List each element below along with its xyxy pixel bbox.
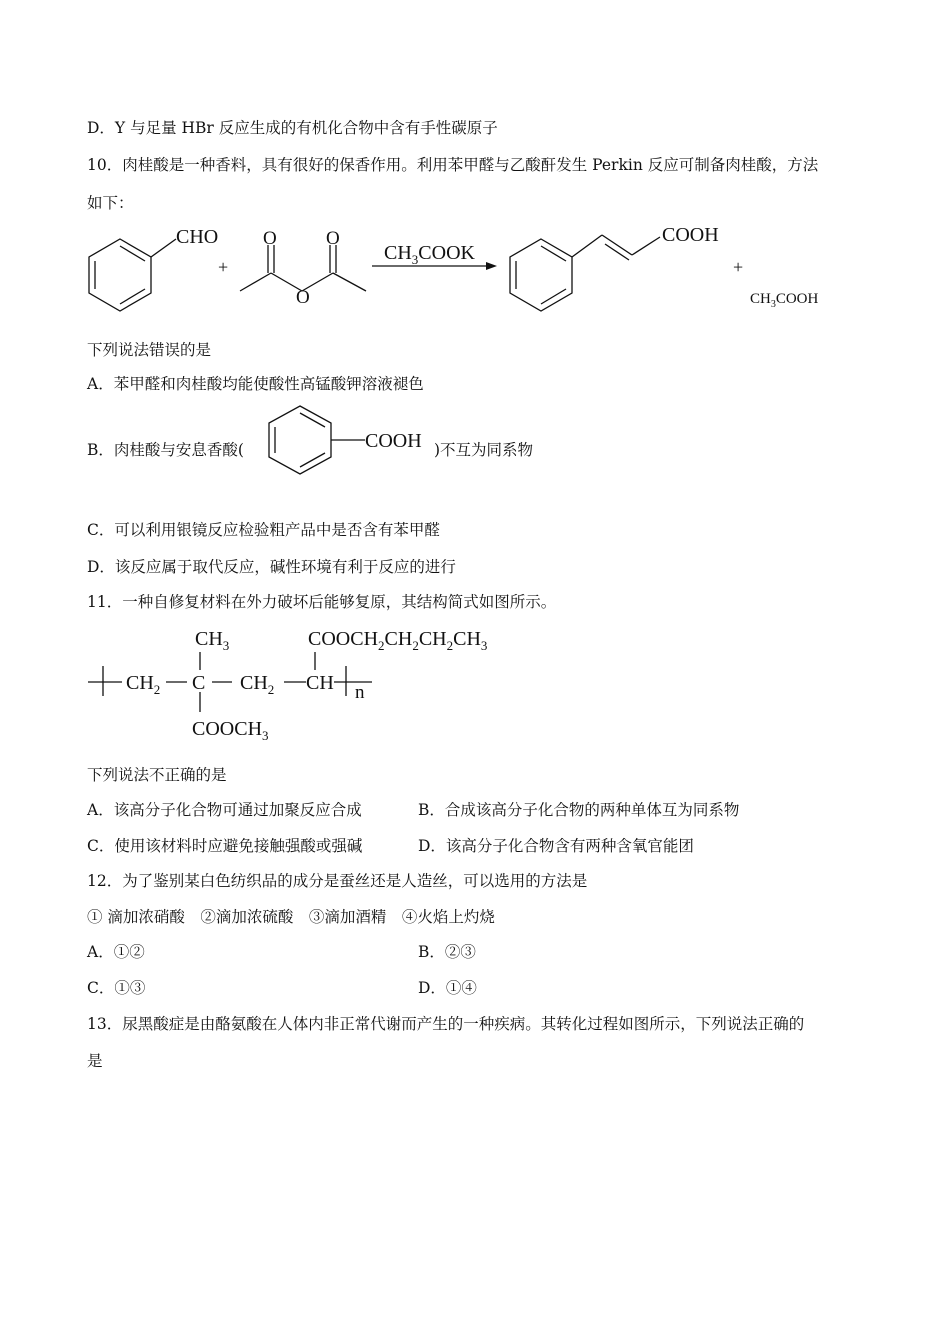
backbone-ch2-1: $CH_2$: [126, 672, 161, 697]
reaction-arrow-head: [486, 262, 497, 270]
benzoic-cooh-group: COOH: [365, 430, 422, 452]
polymer-structure: [0, 620, 950, 750]
perkin-reaction-scheme: [0, 215, 950, 315]
q12-option-a: A．①②: [87, 943, 145, 961]
catalyst-label: $CH_3COOK$: [384, 242, 475, 267]
q11-option-d: D．该高分子化合物含有两种含氧官能团: [418, 837, 694, 855]
q10-option-a: A．苯甲醛和肉桂酸均能使酸性高锰酸钾溶液褪色: [87, 375, 424, 393]
anhydride-bridge-oxygen: O: [296, 287, 310, 308]
q12-option-b: B．②③: [418, 943, 476, 961]
bottom-methyl-ester-group: $COOCH_3$: [192, 718, 269, 743]
cooh-group: COOH: [662, 224, 719, 246]
backbone-quaternary-c: C: [192, 672, 206, 694]
q11-question: 下列说法不正确的是: [87, 766, 227, 784]
q11-option-c: C．使用该材料时应避免接触强酸或强碱: [87, 837, 363, 855]
byproduct-acetic-acid: $CH_3COOH$: [750, 291, 819, 310]
q11-stem: 11．一种自修复材料在外力破坏后能够复原，其结构简式如图所示。: [87, 593, 557, 611]
q10-option-c: C．可以利用银镜反应检验粗产品中是否含有苯甲醛: [87, 521, 440, 539]
q10-stem-line1: 10．肉桂酸是一种香料，具有很好的保香作用。利用苯甲醛与乙酸酐发生 Perkin 反应可制备肉桂酸，方法: [87, 156, 819, 174]
q11-option-a: A．该高分子化合物可通过加聚反应合成: [87, 801, 362, 819]
plus-sign-2: +: [733, 257, 744, 277]
q13-stem-line2: 是: [87, 1052, 103, 1070]
q12-methods: ① 滴加浓硝酸 ②滴加浓硫酸 ③滴加酒精 ④火焰上灼烧: [87, 908, 495, 926]
anhydride-oxygen-2: O: [326, 228, 340, 249]
q11-option-b: B．合成该高分子化合物的两种单体互为同系物: [418, 801, 740, 819]
q10-option-d: D．该反应属于取代反应，碱性环境有利于反应的进行: [87, 558, 456, 576]
q10-question: 下列说法错误的是: [87, 341, 212, 359]
repeat-unit-n: n: [355, 682, 365, 703]
q9-option-d: D．Y 与足量 HBr 反应生成的有机化合物中含有手性碳原子: [87, 119, 498, 137]
backbone-ch2-2: $CH_2$: [240, 672, 275, 697]
cho-group: CHO: [176, 226, 219, 248]
q12-stem: 12．为了鉴别某白色纺织品的成分是蚕丝还是人造丝，可以选用的方法是: [87, 872, 588, 890]
top-methyl-group: $CH_3$: [195, 628, 230, 653]
q10-stem-line2: 如下：: [87, 194, 134, 212]
backbone-ch: CH: [306, 672, 334, 694]
benzoic-acid-structure: [255, 400, 435, 480]
q13-stem-line1: 13．尿黑酸症是由酪氨酸在人体内非正常代谢而产生的一种疾病。其转化过程如图所示，下列说法正确的: [87, 1015, 805, 1033]
plus-sign-1: +: [218, 257, 229, 277]
anhydride-oxygen-1: O: [263, 228, 277, 249]
q10-option-b-prefix: B．肉桂酸与安息香酸(: [87, 441, 244, 459]
top-butyl-ester-group: $COOCH_2CH_2CH_2CH_3$: [308, 628, 488, 653]
q12-option-c: C．①③: [87, 979, 146, 997]
q10-option-b-suffix: )不互为同系物: [434, 441, 534, 459]
q12-option-d: D．①④: [418, 979, 477, 997]
